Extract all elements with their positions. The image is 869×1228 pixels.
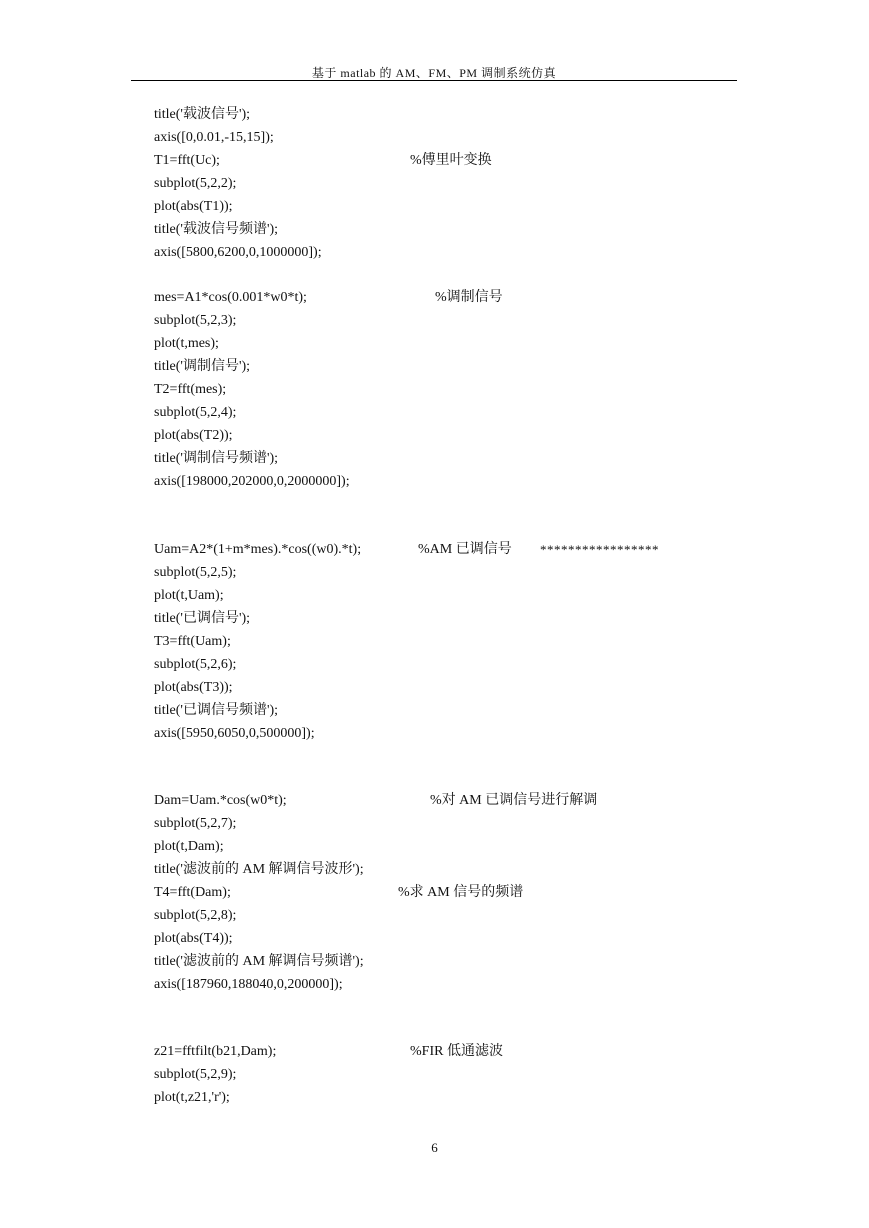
code-line: title('滤波前的 AM 解调信号频谱'); <box>154 954 364 969</box>
code-line: subplot(5,2,9); <box>154 1067 237 1082</box>
code-line: T4=fft(Dam); <box>154 885 231 900</box>
code-comment: %FIR 低通滤波 <box>410 1044 503 1059</box>
code-line: subplot(5,2,3); <box>154 313 237 328</box>
code-line: subplot(5,2,7); <box>154 816 237 831</box>
code-line: subplot(5,2,5); <box>154 565 237 580</box>
page-header <box>131 60 737 81</box>
code-line: Dam=Uam.*cos(w0*t); <box>154 793 287 808</box>
code-line: mes=A1*cos(0.001*w0*t); <box>154 290 307 305</box>
code-line: axis([187960,188040,0,200000]); <box>154 977 343 992</box>
code-line: plot(abs(T2)); <box>154 428 233 443</box>
code-line: T1=fft(Uc); <box>154 153 220 168</box>
code-comment: %傅里叶变换 <box>410 153 492 168</box>
code-comment: %调制信号 <box>435 290 503 305</box>
code-line: title('载波信号'); <box>154 107 251 122</box>
code-line: title('已调信号频谱'); <box>154 703 279 718</box>
code-comment: %求 AM 信号的频谱 <box>398 885 524 900</box>
code-line: axis([5950,6050,0,500000]); <box>154 726 315 741</box>
code-line: subplot(5,2,4); <box>154 405 237 420</box>
code-line: title('滤波前的 AM 解调信号波形'); <box>154 862 364 877</box>
code-line: plot(t,Dam); <box>154 839 224 854</box>
code-comment: %AM 已调信号 <box>418 542 512 557</box>
code-line: axis([5800,6200,0,1000000]); <box>154 245 322 260</box>
header-title: 基于 matlab 的 AM、FM、PM 调制系统仿真 <box>311 66 557 80</box>
code-line: axis([198000,202000,0,2000000]); <box>154 474 350 489</box>
code-line: T3=fft(Uam); <box>154 634 231 649</box>
code-line: plot(abs(T4)); <box>154 931 233 946</box>
code-line: plot(abs(T3)); <box>154 680 233 695</box>
code-line: title('已调信号'); <box>154 611 251 626</box>
code-line: subplot(5,2,6); <box>154 657 237 672</box>
code-line: z21=fftfilt(b21,Dam); <box>154 1044 277 1059</box>
code-line: title('调制信号频谱'); <box>154 451 279 466</box>
code-line: plot(t,Uam); <box>154 588 224 603</box>
page-number: 6 <box>431 1140 438 1155</box>
code-line: title('调制信号'); <box>154 359 251 374</box>
code-line: plot(t,z21,'r'); <box>154 1090 230 1105</box>
code-line: T2=fft(mes); <box>154 382 227 397</box>
code-line: Uam=A2*(1+m*mes).*cos((w0).*t); <box>154 542 362 557</box>
code-line: subplot(5,2,2); <box>154 176 237 191</box>
code-line: plot(t,mes); <box>154 336 219 351</box>
code-line: axis([0,0.01,-15,15]); <box>154 130 274 145</box>
asterisk-marker: ***************** <box>540 542 659 557</box>
code-line: subplot(5,2,8); <box>154 908 237 923</box>
code-line: title('载波信号频谱'); <box>154 222 279 237</box>
code-comment: %对 AM 已调信号进行解调 <box>430 793 598 808</box>
code-line: plot(abs(T1)); <box>154 199 233 214</box>
